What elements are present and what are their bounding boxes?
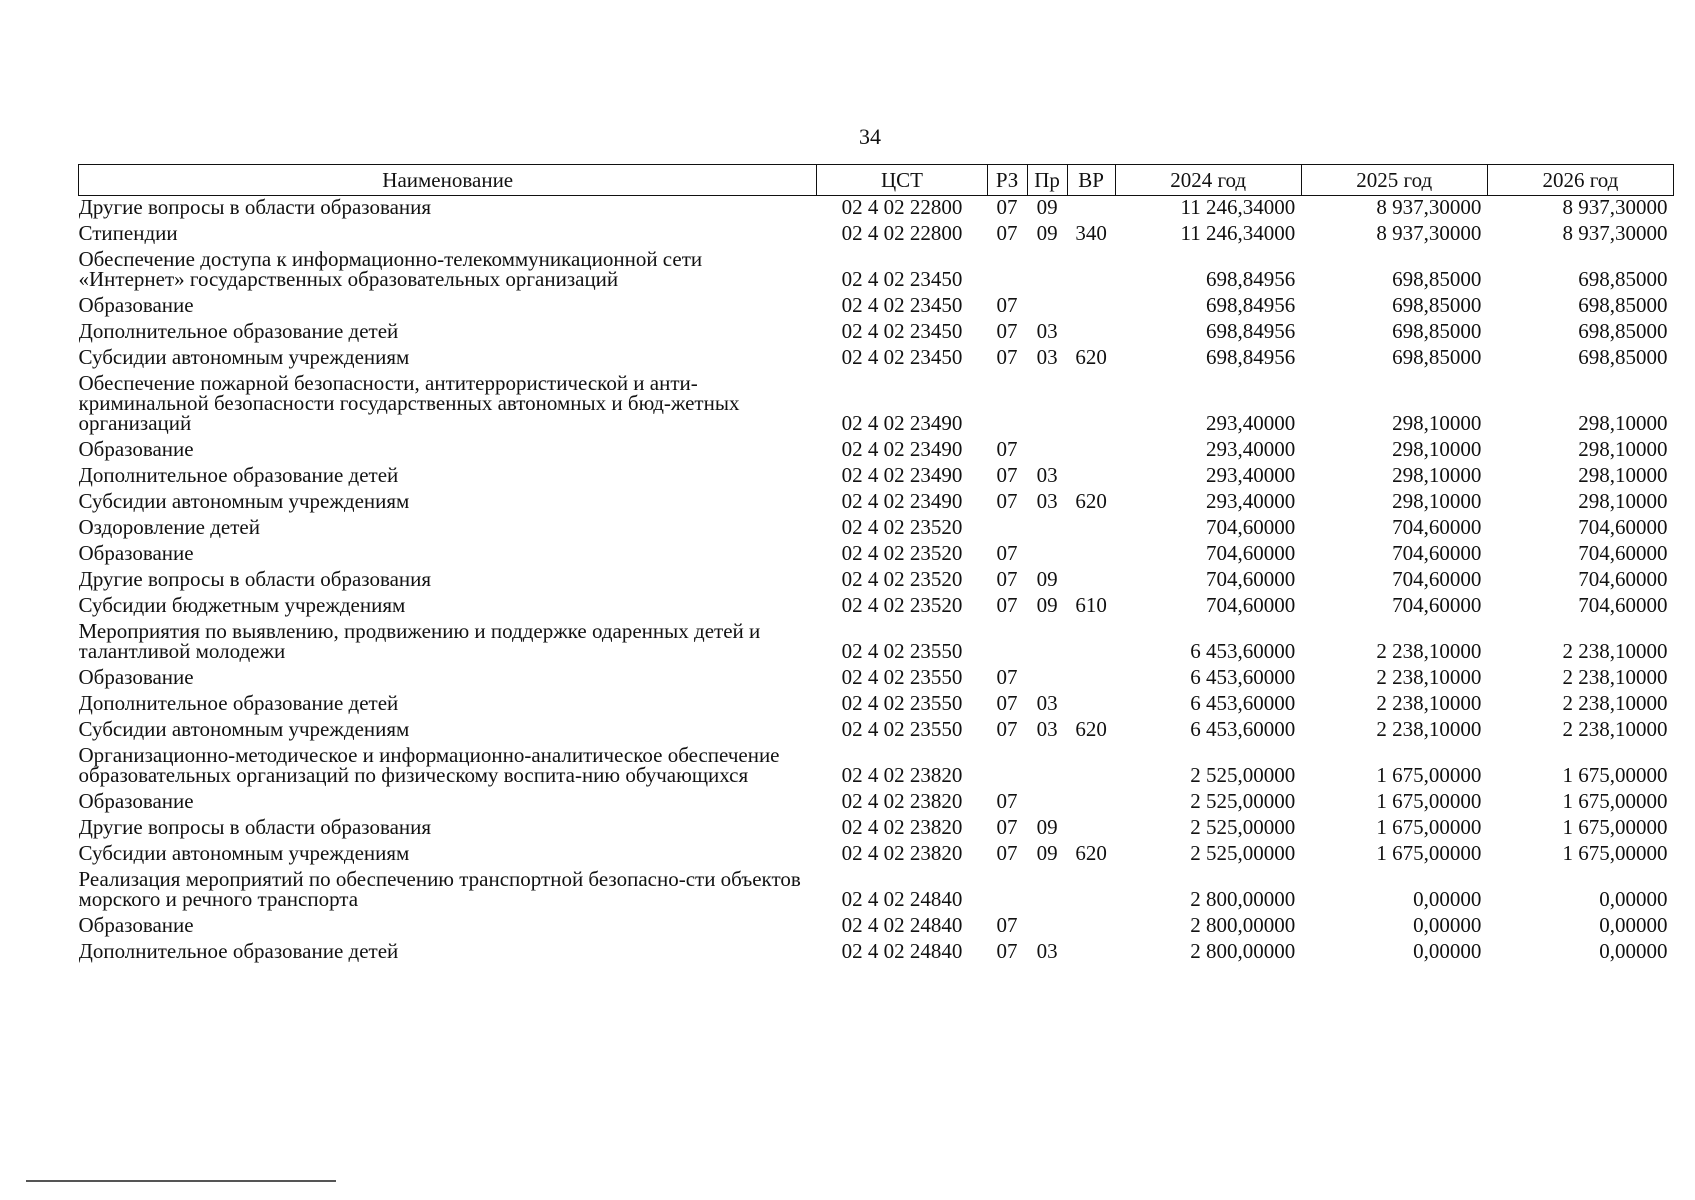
cell-rz [987, 372, 1027, 438]
cell-name: Субсидии автономным учреждениям [78, 490, 410, 513]
cell-name: Другие вопросы в области образования [78, 816, 432, 839]
cell-pr: 03 [1036, 692, 1058, 715]
cell-vr [1067, 568, 1115, 594]
cell-2025: 298,10000 [1392, 464, 1482, 487]
cell-pr [1027, 666, 1067, 692]
cell-2025: 704,60000 [1392, 542, 1482, 565]
cell-name: Другие вопросы в области образования [78, 568, 432, 591]
cell-pr: 03 [1036, 346, 1058, 369]
cell-cst: 02 4 02 24840 [841, 887, 963, 911]
budget-table [78, 164, 1674, 966]
cell-2025: 8 937,30000 [1376, 222, 1482, 245]
cell-pr: 03 [1036, 718, 1058, 741]
cell-2026: 698,85000 [1578, 267, 1668, 291]
cell-rz: 07 [996, 940, 1018, 963]
header-name: Наименование [79, 165, 817, 196]
cell-cst: 02 4 02 23450 [841, 320, 963, 343]
cell-2024: 2 525,00000 [1190, 842, 1296, 865]
cell-2024: 293,40000 [1205, 438, 1296, 461]
cell-2025: 0,00000 [1413, 940, 1482, 963]
table-row [79, 516, 1674, 542]
cell-name: Образование [78, 790, 194, 813]
cell-2025: 1 675,00000 [1376, 816, 1482, 839]
table-row [79, 372, 1674, 438]
cell-2024: 293,40000 [1205, 464, 1296, 487]
cell-2025: 298,10000 [1392, 438, 1482, 461]
cell-rz: 07 [996, 594, 1018, 617]
header-pr: Пр [1027, 165, 1067, 196]
cell-2026: 2 238,10000 [1562, 692, 1668, 715]
cell-2026: 8 937,30000 [1562, 222, 1668, 245]
cell-cst: 02 4 02 23450 [841, 294, 963, 317]
cell-vr [1067, 464, 1115, 490]
cell-2026: 698,85000 [1578, 320, 1668, 343]
cell-pr: 09 [1036, 222, 1058, 245]
cell-pr [1027, 744, 1067, 790]
cell-pr: 09 [1036, 195, 1058, 219]
cell-rz: 07 [996, 542, 1018, 565]
cell-rz [987, 744, 1027, 790]
table-row [79, 816, 1674, 842]
cell-name: Субсидии автономным учреждениям [78, 346, 410, 369]
cell-cst: 02 4 02 24840 [841, 914, 963, 937]
cell-name: Образование [78, 438, 194, 461]
cell-2024: 2 525,00000 [1190, 816, 1296, 839]
cell-2026: 698,85000 [1578, 346, 1668, 369]
cell-2024: 11 246,34000 [1180, 222, 1296, 245]
table-header-row [79, 165, 1674, 196]
cell-rz: 07 [996, 320, 1018, 343]
cell-rz [987, 620, 1027, 666]
cell-pr: 09 [1036, 842, 1058, 865]
cell-rz [987, 868, 1027, 914]
header-2024: 2024 год [1115, 165, 1301, 196]
cell-vr: 620 [1075, 842, 1107, 865]
cell-2024: 6 453,60000 [1190, 639, 1296, 663]
cell-vr [1067, 320, 1115, 346]
table-row [79, 222, 1674, 248]
cell-rz: 07 [996, 346, 1018, 369]
cell-cst: 02 4 02 23820 [841, 763, 963, 787]
cell-rz: 07 [996, 790, 1018, 813]
cell-2024: 704,60000 [1205, 516, 1296, 539]
cell-cst: 02 4 02 23490 [841, 464, 963, 487]
cell-2026: 704,60000 [1578, 516, 1668, 539]
cell-cst: 02 4 02 23520 [841, 594, 963, 617]
cell-2025: 1 675,00000 [1376, 763, 1482, 787]
cell-pr [1027, 294, 1067, 320]
page-number: 34 [859, 124, 881, 149]
header-2025: 2025 год [1301, 165, 1487, 196]
cell-name: Обеспечение пожарной безопасности, антитеррористической и анти-криминальной безопасности государственных автономных и бюд-жетных организаций [78, 372, 740, 435]
table-row [79, 868, 1674, 914]
table-row [79, 744, 1674, 790]
cell-2026: 1 675,00000 [1562, 842, 1668, 865]
cell-2025: 2 238,10000 [1376, 692, 1482, 715]
cell-pr [1027, 620, 1067, 666]
cell-2026: 0,00000 [1599, 887, 1668, 911]
cell-rz: 07 [996, 666, 1018, 689]
cell-cst: 02 4 02 23550 [841, 666, 963, 689]
cell-vr [1067, 940, 1115, 966]
cell-cst: 02 4 02 23550 [841, 718, 963, 741]
cell-2024: 2 800,00000 [1190, 940, 1296, 963]
table-row [79, 692, 1674, 718]
cell-2024: 2 800,00000 [1190, 887, 1296, 911]
cell-2024: 6 453,60000 [1190, 666, 1296, 689]
cell-cst: 02 4 02 23520 [841, 516, 963, 539]
table-row [79, 842, 1674, 868]
cell-2026: 0,00000 [1599, 940, 1668, 963]
cell-pr [1027, 372, 1067, 438]
cell-vr [1067, 438, 1115, 464]
cell-cst: 02 4 02 22800 [841, 222, 963, 245]
cell-2024: 2 525,00000 [1190, 790, 1296, 813]
cell-vr [1067, 666, 1115, 692]
cell-2024: 293,40000 [1205, 411, 1296, 435]
cell-rz: 07 [996, 692, 1018, 715]
cell-rz: 07 [996, 490, 1018, 513]
cell-vr: 340 [1075, 222, 1107, 245]
table-body [79, 196, 1674, 967]
cell-rz: 07 [996, 816, 1018, 839]
cell-vr [1067, 914, 1115, 940]
cell-2025: 704,60000 [1392, 568, 1482, 591]
cell-name: Другие вопросы в области образования [78, 195, 432, 219]
cell-2024: 293,40000 [1205, 490, 1296, 513]
cell-rz: 07 [996, 568, 1018, 591]
cell-pr: 03 [1036, 320, 1058, 343]
cell-pr [1027, 516, 1067, 542]
cell-vr: 620 [1075, 490, 1107, 513]
cell-vr [1067, 542, 1115, 568]
cell-cst: 02 4 02 23820 [841, 842, 963, 865]
cell-cst: 02 4 02 23520 [841, 568, 963, 591]
table-row [79, 790, 1674, 816]
cell-name: Образование [78, 666, 194, 689]
cell-rz: 07 [996, 464, 1018, 487]
cell-vr: 620 [1075, 346, 1107, 369]
cell-cst: 02 4 02 23450 [841, 267, 963, 291]
table-row [79, 438, 1674, 464]
cell-2025: 2 238,10000 [1376, 718, 1482, 741]
cell-2024: 11 246,34000 [1180, 195, 1296, 219]
cell-2026: 298,10000 [1578, 490, 1668, 513]
cell-2026: 0,00000 [1599, 914, 1668, 937]
cell-2026: 2 238,10000 [1562, 639, 1668, 663]
cell-name: Субсидии бюджетным учреждениям [78, 594, 406, 617]
cell-2025: 2 238,10000 [1376, 666, 1482, 689]
cell-cst: 02 4 02 22800 [841, 195, 963, 219]
table-row [79, 594, 1674, 620]
cell-vr [1067, 816, 1115, 842]
cell-name: Мероприятия по выявлению, продвижению и поддержке одаренных детей и талантливой молодежи [78, 620, 761, 663]
table-row [79, 542, 1674, 568]
cell-2026: 298,10000 [1578, 438, 1668, 461]
cell-2024: 6 453,60000 [1190, 692, 1296, 715]
cell-2025: 298,10000 [1392, 411, 1482, 435]
table-row [79, 320, 1674, 346]
cell-2025: 0,00000 [1413, 887, 1482, 911]
cell-cst: 02 4 02 23490 [841, 411, 963, 435]
cell-2025: 8 937,30000 [1376, 195, 1482, 219]
cell-pr [1027, 438, 1067, 464]
cell-name: Образование [78, 542, 194, 565]
cell-2025: 704,60000 [1392, 516, 1482, 539]
cell-2026: 704,60000 [1578, 542, 1668, 565]
cell-cst: 02 4 02 23550 [841, 639, 963, 663]
cell-2025: 2 238,10000 [1376, 639, 1482, 663]
cell-pr: 03 [1036, 940, 1058, 963]
cell-2026: 8 937,30000 [1562, 195, 1668, 219]
cell-2025: 698,85000 [1392, 294, 1482, 317]
header-rz: РЗ [987, 165, 1027, 196]
table-row [79, 248, 1674, 294]
cell-rz: 07 [996, 914, 1018, 937]
cell-pr: 09 [1036, 594, 1058, 617]
table-row [79, 346, 1674, 372]
cell-pr: 09 [1036, 816, 1058, 839]
cell-name: Реализация мероприятий по обеспечению транспортной безопасно-сти объектов морского и речного транспорта [78, 868, 801, 911]
cell-cst: 02 4 02 23820 [841, 816, 963, 839]
cell-2026: 2 238,10000 [1562, 666, 1668, 689]
cell-2025: 704,60000 [1392, 594, 1482, 617]
table-row [79, 620, 1674, 666]
cell-2024: 2 525,00000 [1190, 763, 1296, 787]
cell-name: Обеспечение доступа к информационно-телекоммуникационной сети «Интернет» государственных образовательных организаций [78, 248, 703, 291]
cell-name: Субсидии автономным учреждениям [78, 842, 410, 865]
cell-2025: 698,85000 [1392, 320, 1482, 343]
table-row [79, 490, 1674, 516]
cell-cst: 02 4 02 23820 [841, 790, 963, 813]
cell-vr [1067, 248, 1115, 294]
cell-2026: 2 238,10000 [1562, 718, 1668, 741]
table-row [79, 568, 1674, 594]
cell-pr: 09 [1036, 568, 1058, 591]
cell-vr: 610 [1075, 594, 1107, 617]
cell-2026: 704,60000 [1578, 594, 1668, 617]
cell-name: Образование [78, 294, 194, 317]
cell-vr [1067, 196, 1115, 223]
cell-2026: 1 675,00000 [1562, 790, 1668, 813]
cell-vr [1067, 294, 1115, 320]
cell-2025: 1 675,00000 [1376, 790, 1482, 813]
cell-vr [1067, 868, 1115, 914]
cell-2026: 1 675,00000 [1562, 816, 1668, 839]
cell-name: Дополнительное образование детей [78, 320, 399, 343]
cell-pr [1027, 868, 1067, 914]
cell-2025: 298,10000 [1392, 490, 1482, 513]
cell-pr [1027, 914, 1067, 940]
cell-pr [1027, 248, 1067, 294]
cell-rz: 07 [996, 438, 1018, 461]
cell-vr [1067, 372, 1115, 438]
cell-2024: 698,84956 [1205, 346, 1296, 369]
cell-2025: 1 675,00000 [1376, 842, 1482, 865]
table-row [79, 940, 1674, 966]
cell-name: Организационно-методическое и информационно-аналитическое обеспечение образовательных организаций по физическому воспита-нию обучающихся [78, 744, 780, 787]
footer-divider [26, 1180, 336, 1182]
cell-cst: 02 4 02 23550 [841, 692, 963, 715]
table-row [79, 718, 1674, 744]
cell-cst: 02 4 02 23450 [841, 346, 963, 369]
cell-2024: 2 800,00000 [1190, 914, 1296, 937]
cell-2024: 698,84956 [1205, 294, 1296, 317]
cell-name: Субсидии автономным учреждениям [78, 718, 410, 741]
cell-2025: 698,85000 [1392, 267, 1482, 291]
cell-vr [1067, 692, 1115, 718]
cell-2025: 0,00000 [1413, 914, 1482, 937]
cell-2024: 704,60000 [1205, 568, 1296, 591]
cell-2024: 698,84956 [1205, 267, 1296, 291]
cell-2026: 298,10000 [1578, 464, 1668, 487]
cell-rz [987, 516, 1027, 542]
cell-cst: 02 4 02 24840 [841, 940, 963, 963]
cell-name: Стипендии [78, 222, 178, 245]
cell-2025: 698,85000 [1392, 346, 1482, 369]
cell-2026: 698,85000 [1578, 294, 1668, 317]
header-vr: ВР [1067, 165, 1115, 196]
cell-pr [1027, 542, 1067, 568]
cell-2026: 704,60000 [1578, 568, 1668, 591]
cell-rz: 07 [996, 294, 1018, 317]
cell-2024: 698,84956 [1205, 320, 1296, 343]
cell-name: Оздоровление детей [78, 516, 260, 539]
table-row [79, 196, 1674, 223]
cell-2024: 704,60000 [1205, 542, 1296, 565]
cell-pr: 03 [1036, 464, 1058, 487]
cell-pr [1027, 790, 1067, 816]
cell-2024: 704,60000 [1205, 594, 1296, 617]
header-cst: ЦСТ [817, 165, 987, 196]
cell-name: Образование [78, 914, 194, 937]
cell-cst: 02 4 02 23490 [841, 490, 963, 513]
cell-2024: 6 453,60000 [1190, 718, 1296, 741]
cell-2026: 298,10000 [1578, 411, 1668, 435]
cell-vr [1067, 790, 1115, 816]
cell-name: Дополнительное образование детей [78, 940, 399, 963]
cell-pr: 03 [1036, 490, 1058, 513]
cell-name: Дополнительное образование детей [78, 464, 399, 487]
cell-vr: 620 [1075, 718, 1107, 741]
cell-rz: 07 [996, 195, 1018, 219]
table-row [79, 914, 1674, 940]
cell-cst: 02 4 02 23520 [841, 542, 963, 565]
table-row [79, 666, 1674, 692]
cell-vr [1067, 744, 1115, 790]
cell-rz: 07 [996, 842, 1018, 865]
cell-name: Дополнительное образование детей [78, 692, 399, 715]
table-row [79, 294, 1674, 320]
cell-cst: 02 4 02 23490 [841, 438, 963, 461]
cell-vr [1067, 620, 1115, 666]
table-row [79, 464, 1674, 490]
cell-2026: 1 675,00000 [1562, 763, 1668, 787]
cell-vr [1067, 516, 1115, 542]
cell-rz [987, 248, 1027, 294]
cell-rz: 07 [996, 718, 1018, 741]
header-2026: 2026 год [1487, 165, 1673, 196]
cell-rz: 07 [996, 222, 1018, 245]
